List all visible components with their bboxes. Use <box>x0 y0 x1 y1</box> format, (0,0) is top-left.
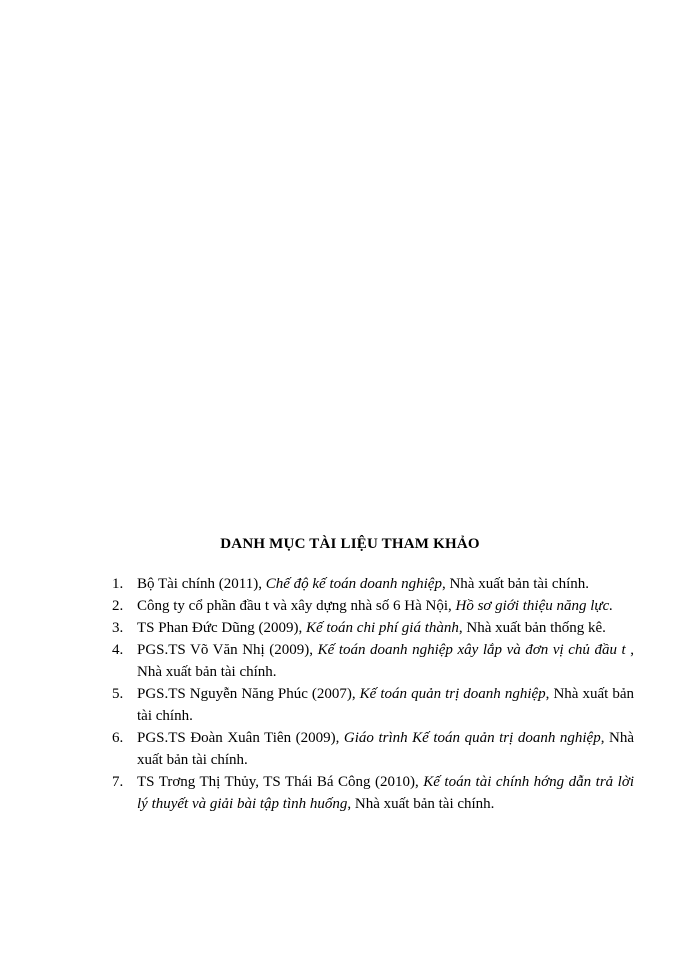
reference-publisher: , Nhà xuất bản thống kê. <box>458 620 606 636</box>
reference-title: Giáo trình Kế toán quản trị doanh nghiệp <box>343 730 601 746</box>
reference-item <box>112 639 634 683</box>
reference-item <box>112 617 634 639</box>
reference-title: Hồ sơ giới thiệu năng lực. <box>455 598 614 614</box>
reference-title: Kế toán doanh nghiệp xây lắp và đơn vị chủ đầu t <box>317 642 626 658</box>
reference-number: 2. <box>112 598 124 614</box>
reference-item <box>112 683 634 727</box>
reference-title: Kế toán chi phí giá thành <box>305 620 459 636</box>
reference-number: 6. <box>112 730 124 746</box>
reference-author: PGS.TS Nguyễn Năng Phúc (2007), <box>137 686 360 702</box>
reference-number: 5. <box>112 686 124 702</box>
reference-publisher: , Nhà xuất bản tài chính. <box>137 642 635 680</box>
reference-title: Chế độ kế toán doanh nghiệp <box>265 576 442 592</box>
reference-author: Bộ Tài chính (2011), <box>137 576 266 592</box>
reference-number: 4. <box>112 642 124 658</box>
reference-author: TS Phan Đức Dũng (2009), <box>137 620 306 636</box>
reference-publisher: , Nhà xuất bản tài chính. <box>137 730 635 768</box>
reference-item <box>112 727 634 771</box>
reference-title: Kế toán quản trị doanh nghiệp <box>359 686 546 702</box>
reference-number: 7. <box>112 774 124 790</box>
reference-author: PGS.TS Đoàn Xuân Tiên (2009), <box>137 730 344 746</box>
reference-publisher: , Nhà xuất bản tài chính. <box>137 686 634 724</box>
reference-publisher: , Nhà xuất bản tài chính. <box>441 576 590 592</box>
reference-number: 1. <box>112 576 124 592</box>
reference-author: Công ty cổ phần đầu t và xây dựng nhà số 6 Hà Nội, <box>137 598 456 614</box>
reference-author: TS Trơng Thị Thủy, TS Thái Bá Công (2010), <box>137 774 424 790</box>
reference-publisher: , Nhà xuất bản tài chính. <box>347 796 495 812</box>
reference-list <box>112 573 634 815</box>
reference-item <box>112 771 634 815</box>
reference-item <box>112 573 634 595</box>
reference-item <box>112 595 634 617</box>
reference-number: 3. <box>112 620 124 636</box>
reference-title: Kế toán tài chính hớng dẫn trả lời lý thuyết và giải bài tập tình huống <box>137 774 634 812</box>
page-title: DANH MỤC TÀI LIỆU THAM KHẢO <box>220 536 480 552</box>
reference-author: PGS.TS Võ Văn Nhị (2009), <box>137 642 318 658</box>
